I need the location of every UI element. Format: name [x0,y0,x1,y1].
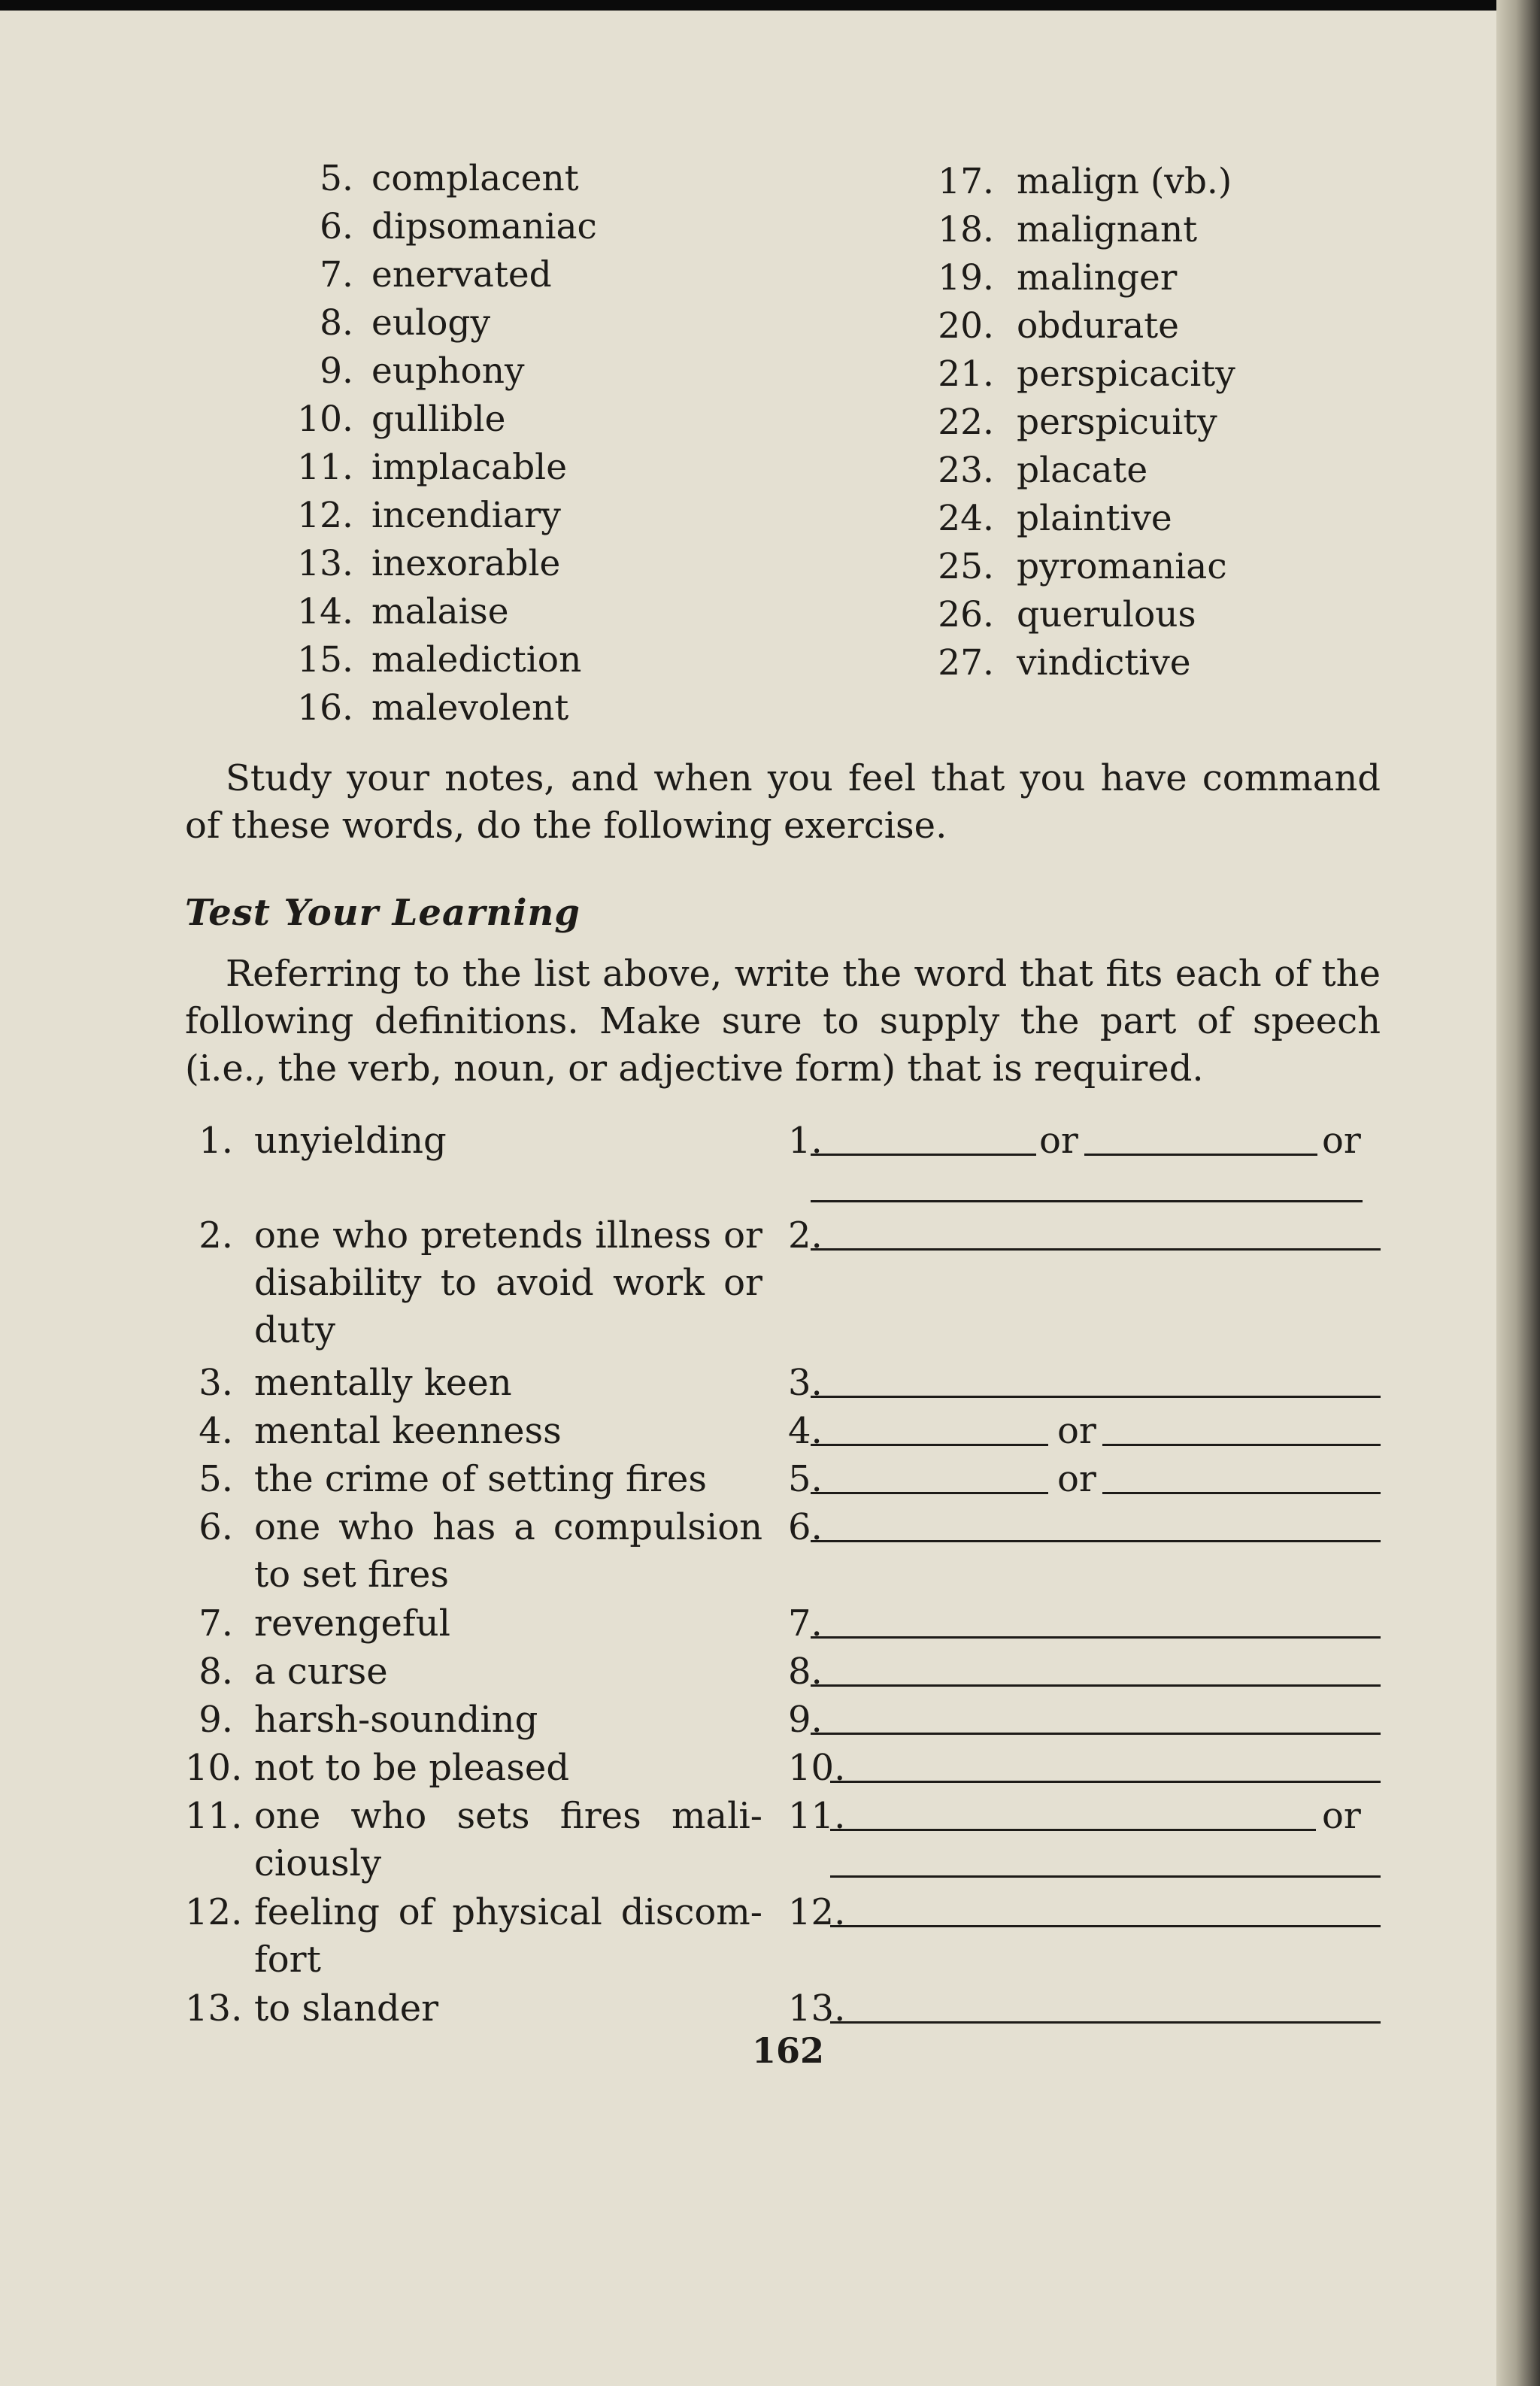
definition: mental keenness [254,1410,562,1452]
section-heading: Test Your Learning [185,892,581,934]
answer-blank[interactable]: 7. [788,1600,1382,1648]
definition: the crime of setting fires [254,1458,708,1500]
vocab-word: placate [1017,450,1148,491]
definition: mentally keen [254,1362,512,1404]
definition: unyielding [254,1120,447,1162]
answer-blank[interactable]: 4. or [788,1408,1382,1455]
vocab-word: malinger [1017,257,1178,299]
answer-blank[interactable]: 9. [788,1696,1382,1744]
answer-blank[interactable]: 11. or [788,1793,1382,1840]
answer-line[interactable] [811,1248,1381,1251]
answer-blank[interactable]: 2. [788,1212,1382,1260]
answer-line[interactable] [811,1733,1381,1735]
definition: not to be pleased [254,1747,570,1789]
answer-blank[interactable]: 1. or or [788,1117,1382,1165]
vocab-word: malignant [1017,209,1198,250]
answer-blank[interactable]: 13. [788,1985,1382,2033]
vocab-word: malevolent [371,687,569,729]
vocab-word: enervated [371,254,552,296]
book-spine-shadow [1496,0,1540,2386]
definition: one who sets fires mali- ciously [254,1795,762,1884]
vocab-word: inexorable [371,543,561,584]
answer-line[interactable] [811,1200,1363,1202]
definition: a curse [254,1651,388,1693]
answer-line[interactable] [830,2021,1381,2024]
vocab-word: gullible [371,399,506,440]
vocab-word: implacable [371,447,568,488]
definition: feeling of physical discom- fort [254,1891,762,1981]
vocab-word: dipsomaniac [371,206,597,247]
definition: revengeful [254,1602,450,1645]
vocab-word: obdurate [1017,305,1179,347]
answer-line[interactable] [1102,1444,1381,1446]
vocab-word: plaintive [1017,498,1172,539]
answer-line[interactable] [811,1684,1381,1687]
page-number: 162 [752,2030,825,2071]
answer-line[interactable] [811,1492,1048,1494]
answer-line[interactable] [811,1444,1048,1446]
vocab-word: querulous [1017,594,1196,635]
vocab-word: malaise [371,591,509,632]
answer-line[interactable] [830,1925,1381,1927]
vocab-word: euphony [371,350,525,392]
vocab-word: pyromaniac [1017,546,1227,587]
answer-blank[interactable]: 3. [788,1360,1382,1407]
vocab-word: complacent [371,158,579,199]
vocab-word: malediction [371,639,582,681]
answer-blank[interactable]: 8. [788,1648,1382,1696]
answer-line[interactable] [811,1154,1036,1156]
vocab-word: vindictive [1017,642,1191,684]
vocab-word: perspicuity [1017,402,1217,443]
study-paragraph: Study your notes, and when you feel that you have command of these words, do the following exercise. [185,757,1381,847]
definition: one who pretends illness or disability to avoid work or duty [254,1214,762,1351]
answer-blank[interactable]: 10. [788,1745,1382,1792]
vocab-word: perspicacity [1017,353,1235,395]
vocab-word: eulogy [371,302,491,344]
answer-line[interactable] [1084,1154,1317,1156]
answer-line[interactable] [811,1540,1381,1542]
definition: harsh-sounding [254,1699,538,1741]
answer-line[interactable] [830,1875,1381,1878]
answer-blank[interactable]: 5. or [788,1456,1382,1503]
answer-line[interactable] [811,1636,1381,1639]
answer-line[interactable] [811,1396,1381,1398]
definition: one who has a compulsion to set fires [254,1506,762,1596]
vocab-word: malign (vb.) [1017,161,1232,202]
answer-line[interactable] [830,1781,1381,1783]
vocab-word: incendiary [371,495,561,536]
answer-blank[interactable]: 6. [788,1504,1382,1551]
definition: to slander [254,1987,439,2030]
answer-line[interactable] [1102,1492,1381,1494]
instructions-paragraph: Referring to the list above, write the word that fits each of the following definitions. Make sure to supply the part of speech (i.e., the verb, noun, or adjective form) that is required. [185,953,1381,1090]
answer-line[interactable] [830,1829,1316,1831]
scan-top-edge [0,0,1540,11]
answer-blank[interactable]: 12. [788,1889,1382,1936]
